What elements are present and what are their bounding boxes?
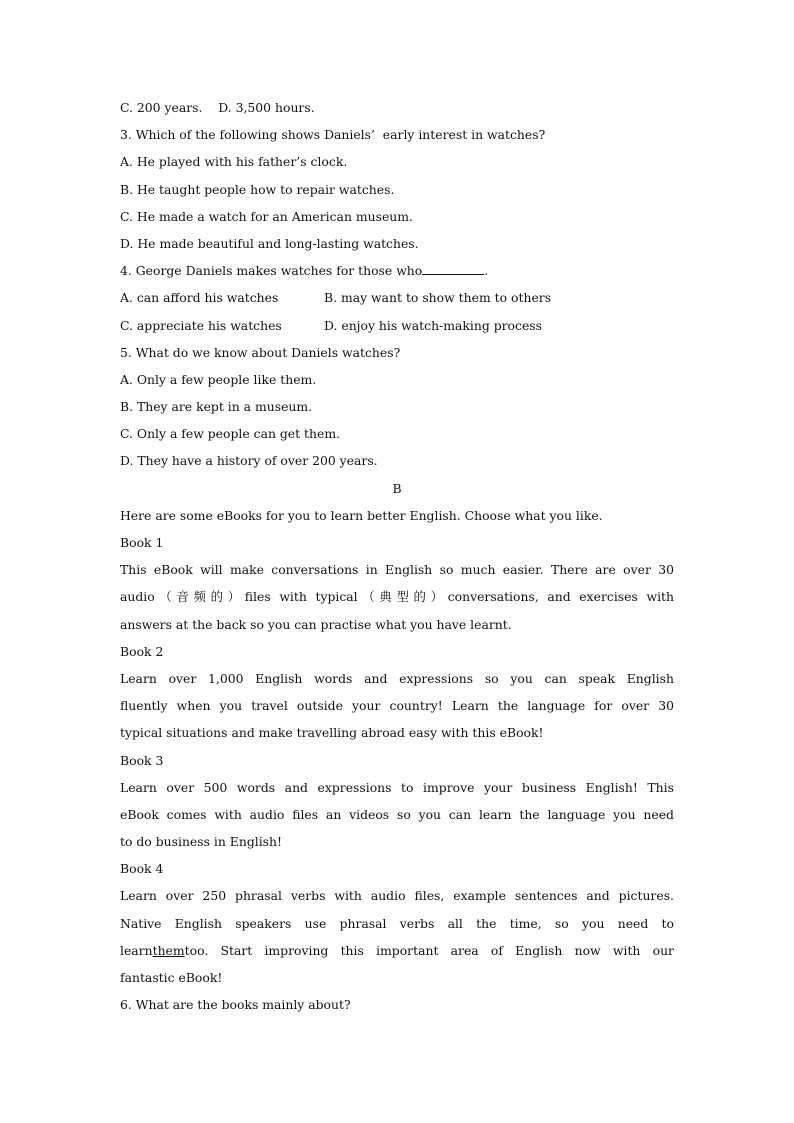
question-4-option-d: D. enjoy his watch-making process xyxy=(324,317,543,333)
book-4-line-3 xyxy=(120,937,674,964)
question-4-stem-end: . xyxy=(484,263,489,279)
question-5-stem: 5. What do we know about Daniels watches? xyxy=(120,344,401,360)
question-4-option-b: B. may want to show them to others xyxy=(324,290,552,306)
question-3-option-c: C. He made a watch for an American museum. xyxy=(120,208,413,224)
question-6-stem: 6. What are the books mainly about? xyxy=(120,997,351,1013)
book-2-line-3: typical situations and make travelling abroad easy with this eBook! xyxy=(120,725,544,741)
question-4-stem-text: 4. George Daniels makes watches for those who xyxy=(120,263,423,279)
section-b-heading: B xyxy=(392,480,402,496)
book-4-line-3-rest: too. Start improving this important area of English now with our xyxy=(184,942,674,958)
question-2-options-cd xyxy=(120,94,674,121)
option-c: C. 200 years. xyxy=(120,100,203,115)
question-4-options-cd xyxy=(120,312,674,339)
underlined-word: them xyxy=(152,942,185,958)
book-2-line-2: fluently when you travel outside your country! Learn the language for over 30 xyxy=(120,698,674,714)
question-4-option-c: C. appreciate his watches xyxy=(120,317,282,333)
book-1-line-3: answers at the back so you can practise what you have learnt. xyxy=(120,616,512,632)
book-1-line-1: This eBook will make conversations in English so much easier. There are over 30 xyxy=(120,562,674,578)
question-5-option-b: B. They are kept in a museum. xyxy=(120,399,313,415)
book-3-title: Book 3 xyxy=(120,752,164,768)
book-3-line-3: to do business in English! xyxy=(120,834,282,850)
question-4-options-ab xyxy=(120,284,674,311)
book-4-line-2: Native English speakers use phrasal verbs all the time, so you need to xyxy=(120,915,674,931)
book-4-line-3-start: learn xyxy=(120,942,153,958)
question-3-option-a: A. He played with his father’s clock. xyxy=(120,154,348,170)
question-3-option-d: D. He made beautiful and long-lasting watches. xyxy=(120,235,419,251)
book-4-line-1: Learn over 250 phrasal verbs with audio files, example sentences and pictures. xyxy=(120,888,674,904)
book-4-line-4: fantastic eBook! xyxy=(120,970,223,985)
answer-blank xyxy=(422,263,484,275)
book-2-title: Book 2 xyxy=(120,643,164,659)
book-3-line-2: eBook comes with audio files an videos so you can learn the language you need xyxy=(120,806,674,822)
question-4-option-a: A. can afford his watches xyxy=(120,290,279,306)
question-5-option-c: C. Only a few people can get them. xyxy=(120,426,341,442)
option-d: D. 3,500 hours. xyxy=(218,100,315,115)
question-5-option-d: D. They have a history of over 200 years. xyxy=(120,453,378,469)
question-4-stem xyxy=(120,257,674,284)
book-3-line-1: Learn over 500 words and expressions to improve your business English! This xyxy=(120,779,674,795)
book-1-line-2: audio（音频的）files with typical（典型的）conversations, and exercises with xyxy=(120,589,674,605)
book-2-line-1: Learn over 1,000 English words and expressions so you can speak English xyxy=(120,670,674,686)
section-b-intro: Here are some eBooks for you to learn better English. Choose what you like. xyxy=(120,507,603,523)
question-3-stem: 3. Which of the following shows Daniels’ early interest in watches? xyxy=(120,127,546,143)
book-4-title: Book 4 xyxy=(120,861,164,877)
document-page xyxy=(120,94,674,1018)
question-5-option-a: A. Only a few people like them. xyxy=(120,371,317,387)
question-3-option-b: B. He taught people how to repair watches. xyxy=(120,181,395,197)
book-1-title: Book 1 xyxy=(120,535,164,550)
